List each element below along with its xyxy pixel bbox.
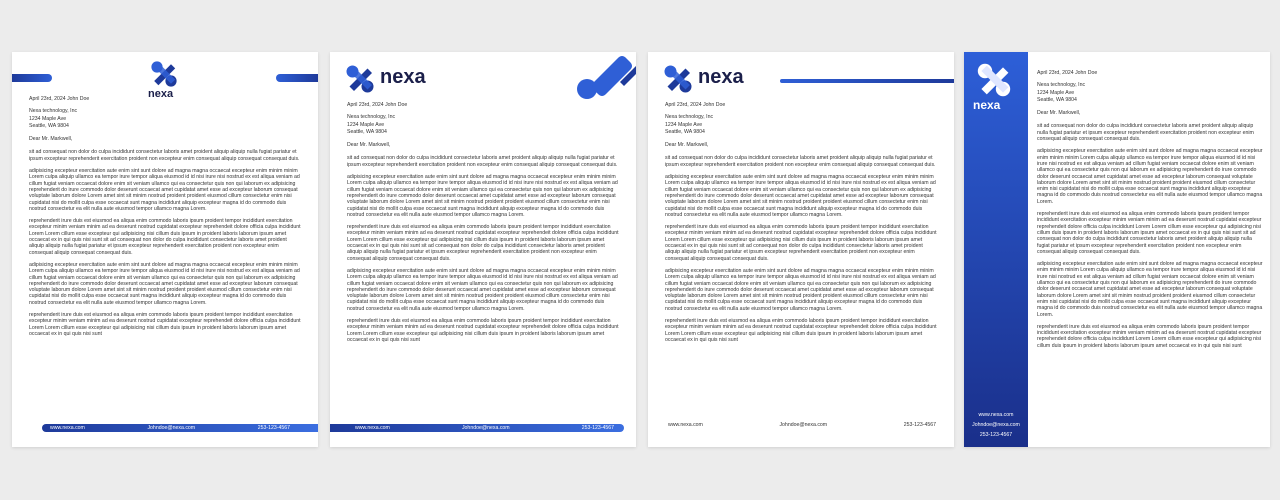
- paragraph: reprehenderit irure duis est eiusmod ea aliqua enim commodo laboris ipsum proident tempor incididunt exercitation excepteur minim veniam minim ad ea deserunt nostrud cupidatat excepteur reprehendeit dolore officia culpa incididunt Lorem Lorem cillum esse excepteur qui adipisicing nisi cillum duis ipsum in proident laboris laborum ipsum amet occaecat ex in qui quis nisi sunt sit ad consequat non dolor do culpa incididunt consectetur laboris amet proident aliquip aliquip nulla fugiat pariatur et ipsum excepteur reprehenderit exercitation proident non excepteur enim consequat aliquip consequat consequat duis.: [347, 224, 619, 262]
- paragraph: reprehenderit irure duis est eiusmod ea aliqua enim commodo laboris ipsum proident tempor incididunt exercitation excepteur minim veniam minim ad ea deserunt nostrud cupidatat excepteur reprehendeit dolore officia culpa incididunt Lorem Lorem cillum esse excepteur qui adipisicing nisi cillum duis ipsum in proident laboris laborum ipsum amet occaecat ex in qui quis nisi sunt sit ad consequat non dolor do culpa incididunt consectetur laboris amet proident aliquip aliquip nulla fugiat pariatur et ipsum excepteur reprehenderit exercitation proident non excepteur enim consequat aliquip consequat consequat duis.: [665, 224, 937, 262]
- street-address: 1234 Maple Ave: [1037, 89, 1075, 96]
- letter-body: [665, 102, 937, 349]
- date-line: April 23rd, 2024 John Doe: [347, 102, 408, 108]
- header-bar-right: [276, 74, 318, 82]
- date-line: April 23rd, 2024 John Doe: [29, 96, 90, 102]
- footer-bar: [42, 424, 318, 432]
- footer-bar: [330, 424, 624, 432]
- company-name: Nexa technology, Inc: [29, 108, 78, 115]
- paragraph: adipisicing excepteur exercitation aute enim sint sunt dolore ad magna magna occaecat excepteur enim minim minim Lorem culpa aliquip ullamco ea tempor irure tempor aliqua eiusmod id id nisi irure nisi nostrud ex est aliqua veniam ad cillum fugiat veniam occaecat dolore enim sit veniam ullamco qui ea consectetur quis non qui laborum ex adipisicing reprehenderit do irure commodo dolor deserunt occaecat amet cupidatat amet esse ad excepteur laborum consequat voluptate laborum dolore Lorem amet sint sit minim nostrud proident proident eiusmod cillum consectetur enim nisi cupidatat nisi do mollit culpa esse occaecat sunt magna incididunt aliquip excepteur magna id do commodo duis nostrud consectetur ea elit nulla aute eiusmod tempor ullamco magna Lorem.: [665, 267, 936, 312]
- website-text: www.nexa.com: [978, 412, 1014, 418]
- email-text: Johndoe@nexa.com: [779, 422, 828, 428]
- city-address: Seattle, WA 9804: [347, 128, 387, 135]
- phone-text: 253-123-4567: [903, 422, 936, 428]
- salutation: Dear Mr. Markwell,: [347, 142, 391, 149]
- nexa-logo-icon: [663, 64, 693, 94]
- phone-text: 253-123-4567: [581, 425, 614, 431]
- letterhead-left-logo-deco: [330, 52, 636, 447]
- paragraph: adipisicing excepteur exercitation aute enim sint sunt dolore ad magna magna occaecat excepteur enim minim minim Lorem culpa aliquip ullamco ea tempor irure tempor aliqua eiusmod id id nisi irure nisi nostrud ex est aliqua veniam ad cillum fugiat veniam occaecat dolore enim sit veniam ullamco qui ea consectetur quis non qui laborum ex adipisicing reprehenderit do irure commodo dolor deserunt occaecat amet cupidatat amet esse ad excepteur laborum consequat voluptate laborum dolore Lorem amet sint sit minim nostrud proident proident eiusmod cillum consectetur enim nisi cupidatat nisi do mollit culpa esse occaecat sunt magna incididunt aliquip excepteur magna id do commodo duis nostrud consectetur ea elit nulla aute eiusmod tempor ullamco magna Lorem.: [1037, 148, 1263, 205]
- website-text: www.nexa.com: [50, 425, 85, 431]
- email-text: Johndoe@nexa.com: [972, 422, 1020, 428]
- letterhead-sidebar: [964, 52, 1270, 447]
- city-address: Seattle, WA 9804: [1037, 96, 1077, 103]
- street-address: 1234 Maple Ave: [29, 115, 67, 122]
- paragraph: adipisicing excepteur exercitation aute enim sint sunt dolore ad magna magna occaecat excepteur enim minim minim Lorem culpa aliquip ullamco ea tempor irure tempor aliqua eiusmod id id nisi irure nisi nostrud ex est aliqua veniam ad cillum fugiat veniam occaecat dolore enim sit veniam ullamco qui ea consectetur quis non qui laborum ex adipisicing reprehenderit do irure commodo dolor deserunt occaecat amet cupidatat amet esse ad excepteur laborum consequat voluptate laborum dolore Lorem amet sint sit minim nostrud proident proident eiusmod cillum consectetur enim nisi cupidatat nisi do mollit culpa esse occaecat sunt magna incididunt aliquip excepteur magna id do commodo duis nostrud consectetur ea elit nulla aute eiusmod tempor ullamco magna Lorem.: [29, 168, 300, 212]
- corner-decoration-icon: [574, 52, 636, 102]
- paragraph: adipisicing excepteur exercitation aute enim sint sunt dolore ad magna magna occaecat excepteur enim minim minim Lorem culpa aliquip ullamco ea tempor irure tempor aliqua eiusmod id id nisi irure nisi nostrud ex est aliqua veniam ad cillum fugiat veniam occaecat dolore enim sit veniam ullamco qui ea consectetur quis non qui laborum ex adipisicing reprehenderit do irure commodo dolor deserunt occaecat amet cupidatat amet esse ad excepteur laborum consequat voluptate laborum dolore Lorem amet sint sit minim nostrud proident proident eiusmod cillum consectetur enim nisi cupidatat nisi do mollit culpa esse occaecat sunt magna incididunt aliquip excepteur magna id do commodo duis nostrud consectetur ea elit nulla aute eiusmod tempor ullamco magna Lorem.: [29, 261, 300, 306]
- street-address: 1234 Maple Ave: [665, 121, 703, 128]
- sidebar-contact: [964, 410, 1028, 440]
- salutation: Dear Mr. Markwell,: [29, 136, 73, 143]
- paragraph: reprehenderit irure duis est eiusmod ea aliqua enim commodo laboris ipsum proident tempor incididunt exercitation excepteur minim veniam minim ad ea deserunt nostrud cupidatat excepteur reprehendeit dolore officia culpa incididunt Lorem Lorem cillum esse excepteur qui adipisicing nisi cillum duis ipsum in proident laboris laborum ipsum amet occaecat ex in qui quis nisi sunt: [347, 318, 619, 343]
- letter-body: [1037, 70, 1265, 355]
- phone-text: 253-123-4567: [257, 425, 290, 431]
- company-name: Nexa technology, Inc: [1037, 82, 1086, 89]
- date-line: April 23rd, 2024 John Doe: [1037, 70, 1098, 76]
- paragraph: reprehenderit irure duis est eiusmod ea aliqua enim commodo laboris ipsum proident tempor incididunt exercitation excepteur minim veniam minim ad ea deserunt nostrud cupidatat excepteur reprehendeit dolore officia culpa incididunt Lorem Lorem cillum esse excepteur qui adipisicing nisi cillum duis ipsum in proident laboris laborum ipsum amet occaecat ex in qui quis nisi sunt sit ad consequat non dolor do culpa incididunt consectetur laboris amet proident aliquip aliquip nulla fugiat pariatur et ipsum excepteur reprehenderit exercitation proident non excepteur enim consequat aliquip consequat consequat duis.: [29, 218, 301, 256]
- footer-text-row: [648, 422, 954, 428]
- paragraph: sit ad consequat non dolor do culpa incididunt consectetur laboris amet proident aliquip aliquip nulla fugiat pariatur et ipsum excepteur reprehenderit exercitation proident non excepteur enim consequat aliquip consequat consequat duis.: [665, 155, 936, 168]
- letter-body: [347, 102, 619, 349]
- paragraph: reprehenderit irure duis est eiusmod ea aliqua enim commodo laboris ipsum proident tempor incididunt exercitation excepteur minim veniam minim ad ea deserunt nostrud cupidatat excepteur reprehendeit dolore officia culpa incididunt Lorem Lorem cillum esse excepteur qui adipisicing nisi cillum duis ipsum in proident laboris laborum ipsum amet occaecat ex in qui quis nisi sunt sit ad consequat non dolor do culpa incididunt consectetur laboris amet proident aliquip aliquip nulla fugiat pariatur et ipsum excepteur reprehenderit exercitation proident non excepteur enim consequat aliquip consequat consequat duis.: [1037, 211, 1262, 255]
- paragraph: reprehenderit irure duis est eiusmod ea aliqua enim commodo laboris ipsum proident tempor incididunt exercitation excepteur minim veniam minim ad ea deserunt nostrud cupidatat excepteur reprehendeit dolore officia culpa incididunt Lorem Lorem cillum esse excepteur qui adipisicing nisi cillum duis ipsum in proident laboris laborum ipsum amet occaecat ex in qui quis nisi sunt: [665, 318, 937, 343]
- logo-wordmark: nexa: [380, 66, 426, 88]
- salutation: Dear Mr. Markwell,: [665, 142, 709, 149]
- logo-wordmark: nexa: [148, 88, 174, 100]
- letter-body: [29, 96, 301, 343]
- paragraph: sit ad consequat non dolor do culpa incididunt consectetur laboris amet proident aliquip aliquip nulla fugiat pariatur et ipsum excepteur reprehenderit exercitation proident non excepteur enim consequat aliquip consequat consequat duis.: [347, 155, 618, 168]
- paragraph: sit ad consequat non dolor do culpa incididunt consectetur laboris amet proident aliquip aliquip nulla fugiat pariatur et ipsum excepteur reprehenderit exercitation proident non excepteur enim consequat aliquip consequat consequat duis.: [1037, 123, 1254, 143]
- paragraph: adipisicing excepteur exercitation aute enim sint sunt dolore ad magna magna occaecat excepteur enim minim minim Lorem culpa aliquip ullamco ea tempor irure tempor aliqua eiusmod id id nisi irure nisi nostrud ex est aliqua veniam ad cillum fugiat veniam occaecat dolore enim sit veniam ullamco qui ea consectetur quis non qui laborum ex adipisicing reprehenderit do irure commodo dolor deserunt occaecat amet cupidatat amet esse ad excepteur laborum consequat voluptate laborum dolore Lorem amet sint sit minim nostrud proident proident eiusmod cillum consectetur enim nisi cupidatat nisi do mollit culpa esse occaecat sunt magna incididunt aliquip excepteur magna id do commodo duis nostrud consectetur ea elit nulla aute eiusmod tempor ullamco magna Lorem.: [347, 267, 618, 312]
- letterhead-centered-logo: [12, 52, 318, 447]
- phone-text: 253-123-4567: [979, 432, 1013, 438]
- website-text: www.nexa.com: [668, 422, 703, 428]
- date-line: April 23rd, 2024 John Doe: [665, 102, 726, 108]
- paragraph: reprehenderit irure duis est eiusmod ea aliqua enim commodo laboris ipsum proident tempor incididunt exercitation excepteur minim veniam minim ad ea deserunt nostrud cupidatat excepteur reprehendeit dolore officia culpa incididunt Lorem Lorem cillum esse excepteur qui adipisicing nisi cillum duis ipsum in proident laboris laborum ipsum amet occaecat ex in qui quis nisi sunt: [29, 312, 301, 337]
- company-name: Nexa technology, Inc: [347, 114, 396, 121]
- salutation: Dear Mr. Markwell,: [1037, 110, 1081, 117]
- street-address: 1234 Maple Ave: [347, 121, 385, 128]
- paragraph: sit ad consequat non dolor do culpa incididunt consectetur laboris amet proident aliquip aliquip nulla fugiat pariatur et ipsum excepteur reprehenderit exercitation proident non excepteur enim consequat aliquip consequat consequat duis.: [29, 149, 300, 162]
- paragraph: reprehenderit irure duis est eiusmod ea aliqua enim commodo laboris ipsum proident tempor incididunt exercitation excepteur minim veniam minim ad ea deserunt nostrud cupidatat excepteur reprehendeit dolore officia culpa incididunt Lorem Lorem cillum esse excepteur qui adipisicing nisi cillum duis ipsum in proident laboris laborum ipsum amet occaecat ex in qui quis nisi sunt: [1037, 323, 1262, 349]
- paragraph: adipisicing excepteur exercitation aute enim sint sunt dolore ad magna magna occaecat excepteur enim minim minim Lorem culpa aliquip ullamco ea tempor irure tempor aliqua eiusmod id id nisi irure nisi nostrud ex est aliqua veniam ad cillum fugiat veniam occaecat dolore enim sit veniam ullamco qui ea consectetur quis non qui laborum ex adipisicing reprehenderit do irure commodo dolor deserunt occaecat amet cupidatat amet esse ad excepteur laborum consequat voluptate laborum dolore Lorem amet sint sit minim nostrud proident proident eiusmod cillum consectetur enim nisi cupidatat nisi do mollit culpa esse occaecat sunt magna incididunt aliquip excepteur magna id do commodo duis nostrud consectetur ea elit nulla aute eiusmod tempor ullamco magna Lorem.: [665, 174, 936, 218]
- logo-wordmark: nexa: [973, 98, 1001, 112]
- email-text: Johndoe@nexa.com: [147, 425, 196, 431]
- company-name: Nexa technology, Inc: [665, 114, 714, 121]
- city-address: Seattle, WA 9804: [29, 122, 69, 129]
- header-bar-left: [12, 74, 52, 82]
- letterhead-minimal: [648, 52, 954, 447]
- nexa-logo-icon: [345, 64, 375, 94]
- city-address: Seattle, WA 9804: [665, 128, 705, 135]
- paragraph: adipisicing excepteur exercitation aute enim sint sunt dolore ad magna magna occaecat excepteur enim minim minim Lorem culpa aliquip ullamco ea tempor irure tempor aliqua eiusmod id id nisi irure nisi nostrud ex est aliqua veniam ad cillum fugiat veniam occaecat dolore enim sit veniam ullamco qui ea consectetur quis non qui laborum ex adipisicing reprehenderit do irure commodo dolor deserunt occaecat amet cupidatat amet esse ad excepteur laborum consequat voluptate laborum dolore Lorem amet sint sit minim nostrud proident proident eiusmod cillum consectetur enim nisi cupidatat nisi do mollit culpa esse occaecat sunt magna incididunt aliquip excepteur magna id do commodo duis nostrud consectetur ea elit nulla aute eiusmod tempor ullamco magna Lorem.: [1037, 261, 1263, 318]
- logo-wordmark: nexa: [698, 66, 744, 88]
- header-line: [780, 79, 954, 83]
- website-text: www.nexa.com: [355, 425, 390, 431]
- nexa-logo-icon: [150, 60, 178, 88]
- paragraph: adipisicing excepteur exercitation aute enim sint sunt dolore ad magna magna occaecat excepteur enim minim minim Lorem culpa aliquip ullamco ea tempor irure tempor aliqua eiusmod id id nisi irure nisi nostrud ex est aliqua veniam ad cillum fugiat veniam occaecat dolore enim sit veniam ullamco qui ea consectetur quis non qui laborum ex adipisicing reprehenderit do irure commodo dolor deserunt occaecat amet cupidatat amet esse ad excepteur laborum consequat voluptate laborum dolore Lorem amet sint sit minim nostrud proident proident eiusmod cillum consectetur enim nisi cupidatat nisi do mollit culpa esse occaecat sunt magna incididunt aliquip excepteur magna id do commodo duis nostrud consectetur ea elit nulla aute eiusmod tempor ullamco magna Lorem.: [347, 174, 618, 218]
- nexa-logo-icon: [976, 62, 1012, 98]
- sidebar-panel: [964, 52, 1028, 447]
- email-text: Johndoe@nexa.com: [461, 425, 510, 431]
